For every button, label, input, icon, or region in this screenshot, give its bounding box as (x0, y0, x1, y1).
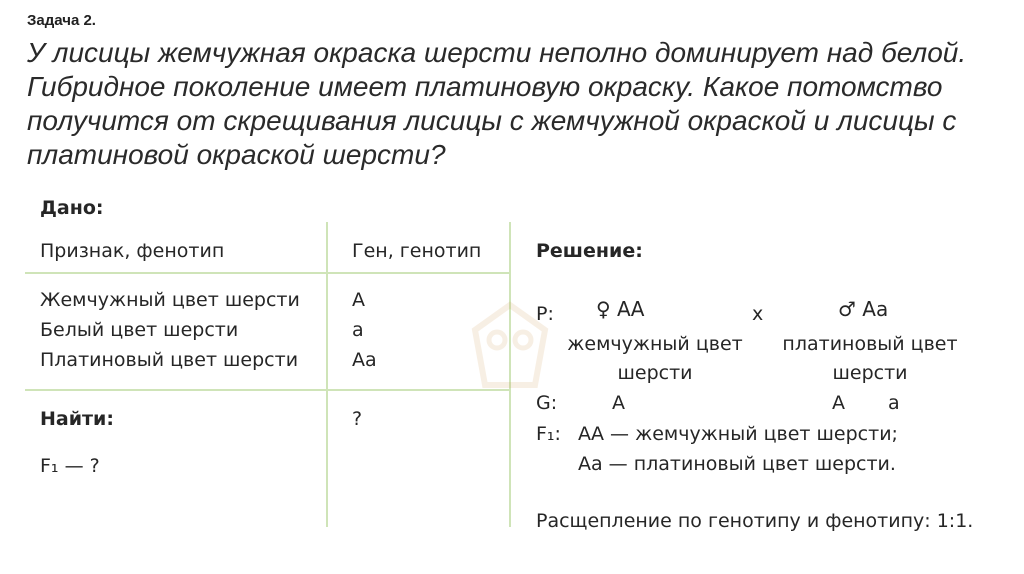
gamete-male-recessive: а (888, 392, 900, 414)
given-label: Дано: (40, 197, 104, 219)
gene-row-white: а (352, 319, 364, 341)
gametes-label: G: (536, 392, 558, 414)
male-phenotype-line1: платиновый цвет (782, 333, 958, 355)
find-label: Найти: (40, 408, 114, 430)
find-gene: ? (352, 408, 363, 430)
trait-row-pearl: Жемчужный цвет шерсти (40, 289, 300, 311)
segregation-ratio: Расщепление по генотипу и фенотипу: 1:1. (536, 510, 974, 532)
table-divider-find (25, 389, 510, 391)
header-trait: Признак, фенотип (40, 240, 225, 262)
gamete-male-dominant: А (832, 392, 845, 414)
gamete-female: А (612, 392, 625, 414)
female-phenotype-line1: жемчужный цвет (567, 333, 743, 355)
trait-row-platinum: Платиновый цвет шерсти (40, 349, 299, 371)
female-genotype: ♀ АА (596, 297, 645, 321)
f1-offspring-platinum: Аа — платиновый цвет шерсти. (578, 453, 896, 475)
solution-label: Решение: (536, 240, 643, 262)
female-phenotype-line2: шерсти (617, 362, 693, 384)
task-number: Задача 2. (27, 12, 96, 29)
table-divider-vertical (326, 222, 328, 527)
cross-sign: x (752, 303, 764, 325)
gene-row-platinum: Аа (352, 349, 377, 371)
find-value: F₁ — ? (40, 455, 100, 477)
trait-row-white: Белый цвет шерсти (40, 319, 239, 341)
header-gene: Ген, генотип (352, 240, 482, 262)
parents-label: P: (536, 303, 554, 325)
table-divider-header (25, 272, 510, 274)
gene-row-pearl: А (352, 289, 365, 311)
male-phenotype-line2: шерсти (832, 362, 908, 384)
f1-label: F₁: (536, 423, 561, 445)
male-genotype: ♂ Аа (838, 297, 889, 321)
task-statement: У лисицы жемчужная окраска шерсти неполно доминирует над белой. Гибридное поколение имеет платиновую окраску. Какое потомство получится от скрещивания лисицы с жемчужной окраской и лисицы с платиновой окраской шерсти? (27, 37, 967, 170)
f1-offspring-pearl: АА — жемчужный цвет шерсти; (578, 423, 898, 445)
